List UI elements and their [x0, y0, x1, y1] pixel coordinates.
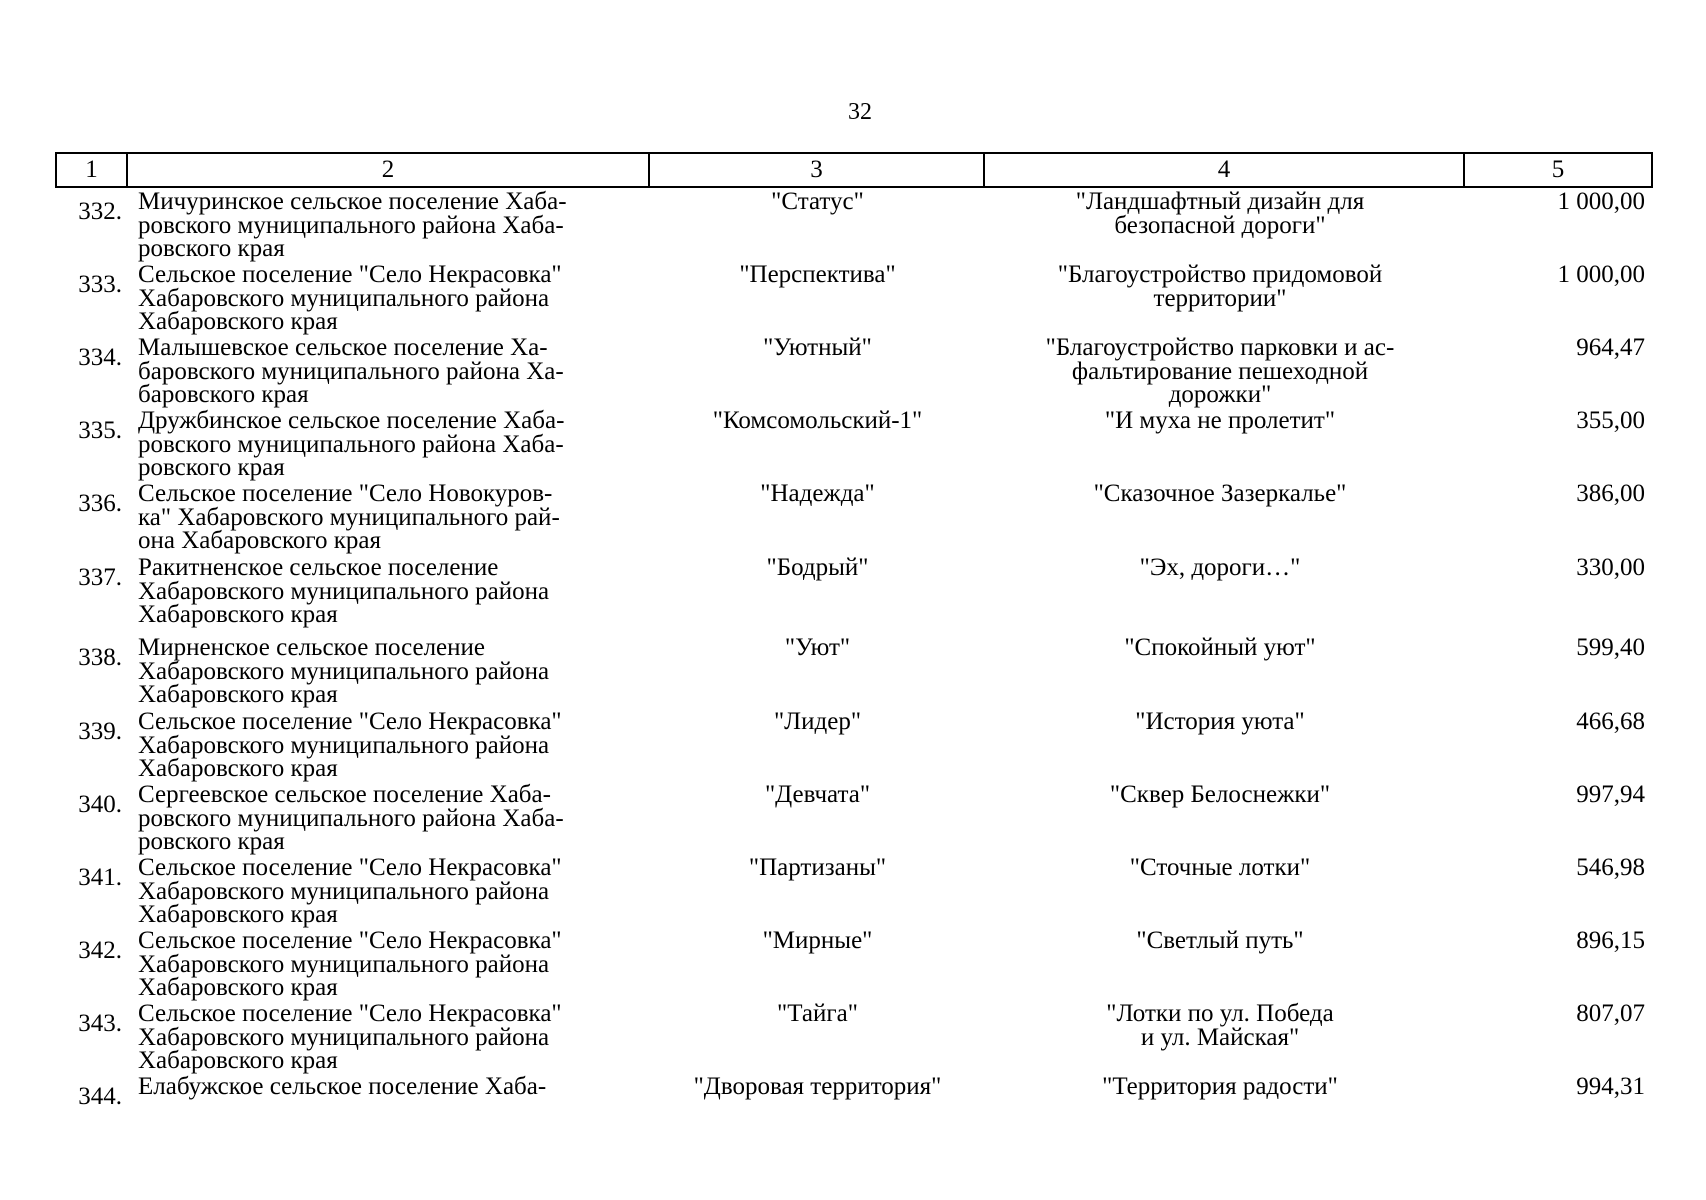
municipality-name: Малышевское сельское поселение Ха- баровского муниципального района Ха- баровского края [138, 334, 564, 408]
municipality-name: Сельское поселение "Село Некрасовка" Хабаровского муниципального района Хабаровского края [138, 927, 562, 1001]
row-number: 342. [78, 937, 122, 964]
municipality-name: Ракитненское сельское поселение Хабаровского муниципального района Хабаровского края [138, 554, 550, 628]
contest-name: "Партизаны" [748, 854, 887, 881]
amount: 546,98 [1576, 854, 1645, 881]
amount: 466,68 [1576, 708, 1645, 735]
column-header-5: 5 [1464, 153, 1652, 187]
amount: 330,00 [1576, 554, 1645, 581]
row-number: 333. [78, 271, 122, 298]
project-name: "Ландшафтный дизайн для безопасной дороги" [1075, 188, 1365, 239]
contest-name: "Дворовая территория" [693, 1073, 942, 1100]
project-name: "Спокойный уют" [1124, 634, 1316, 661]
amount: 807,07 [1576, 1000, 1645, 1027]
row-number: 344. [78, 1083, 122, 1110]
row-number: 343. [78, 1010, 122, 1037]
municipality-name: Мичуринское сельское поселение Хаба- ровского муниципального района Хаба- ровского края [138, 188, 567, 262]
municipality-name: Дружбинское сельское поселение Хаба- ровского муниципального района Хаба- ровского края [138, 407, 565, 481]
project-name: "Благоустройство парковки и ас- фальтирование пешеходной дорожки" [1045, 334, 1395, 408]
contest-name: "Статус" [771, 188, 864, 215]
row-number: 337. [78, 564, 122, 591]
municipality-name: Мирненское сельское поселение Хабаровского муниципального района Хабаровского края [138, 634, 550, 708]
project-name: "Светлый путь" [1136, 927, 1304, 954]
column-header-4: 4 [984, 153, 1464, 187]
municipality-name: Сельское поселение "Село Новокуров- ка" Хабаровского муниципального рай- она Хабаровского края [138, 480, 560, 554]
row-number: 336. [78, 490, 122, 517]
municipality-name: Елабужское сельское поселение Хаба- [138, 1073, 547, 1100]
municipality-name: Сельское поселение "Село Некрасовка" Хабаровского муниципального района Хабаровского края [138, 708, 562, 782]
amount: 599,40 [1576, 634, 1645, 661]
amount: 355,00 [1576, 407, 1645, 434]
page-number: 32 [848, 99, 872, 125]
row-number: 339. [78, 718, 122, 745]
amount: 1 000,00 [1557, 188, 1645, 215]
project-name: "Эх, дороги…" [1139, 554, 1301, 581]
amount: 896,15 [1576, 927, 1645, 954]
column-header-1: 1 [56, 153, 127, 187]
row-number: 338. [78, 644, 122, 671]
project-name: "Лотки по ул. Победа и ул. Майская" [1106, 1000, 1334, 1051]
contest-name: "Комсомольский-1" [712, 407, 923, 434]
amount: 997,94 [1576, 781, 1645, 808]
amount: 386,00 [1576, 480, 1645, 507]
municipality-name: Сельское поселение "Село Некрасовка" Хабаровского муниципального района Хабаровского края [138, 261, 562, 335]
contest-name: "Лидер" [773, 708, 862, 735]
column-header-3: 3 [649, 153, 984, 187]
contest-name: "Уютный" [763, 334, 872, 361]
contest-name: "Мирные" [762, 927, 873, 954]
amount: 994,31 [1576, 1073, 1645, 1100]
column-header-2: 2 [127, 153, 649, 187]
project-name: "История уюта" [1135, 708, 1305, 735]
contest-name: "Перспектива" [739, 261, 896, 288]
municipality-name: Сельское поселение "Село Некрасовка" Хабаровского муниципального района Хабаровского края [138, 1000, 562, 1074]
project-name: "Сквер Белоснежки" [1109, 781, 1331, 808]
project-name: "Сказочное Зазеркалье" [1093, 480, 1347, 507]
row-number: 335. [78, 417, 122, 444]
amount: 964,47 [1576, 334, 1645, 361]
municipality-name: Сельское поселение "Село Некрасовка" Хабаровского муниципального района Хабаровского края [138, 854, 562, 928]
project-name: "Территория радости" [1102, 1073, 1338, 1100]
contest-name: "Надежда" [760, 480, 875, 507]
amount: 1 000,00 [1557, 261, 1645, 288]
row-number: 340. [78, 791, 122, 818]
row-number: 332. [78, 198, 122, 225]
row-number: 341. [78, 864, 122, 891]
project-name: "Благоустройство придомовой территории" [1057, 261, 1383, 312]
project-name: "И муха не пролетит" [1104, 407, 1336, 434]
contest-name: "Девчата" [764, 781, 871, 808]
project-name: "Сточные лотки" [1129, 854, 1311, 881]
row-number: 334. [78, 344, 122, 371]
contest-name: "Уют" [784, 634, 851, 661]
contest-name: "Тайга" [777, 1000, 858, 1027]
contest-name: "Бодрый" [766, 554, 869, 581]
municipality-name: Сергеевское сельское поселение Хаба- ровского муниципального района Хаба- ровского края [138, 781, 564, 855]
